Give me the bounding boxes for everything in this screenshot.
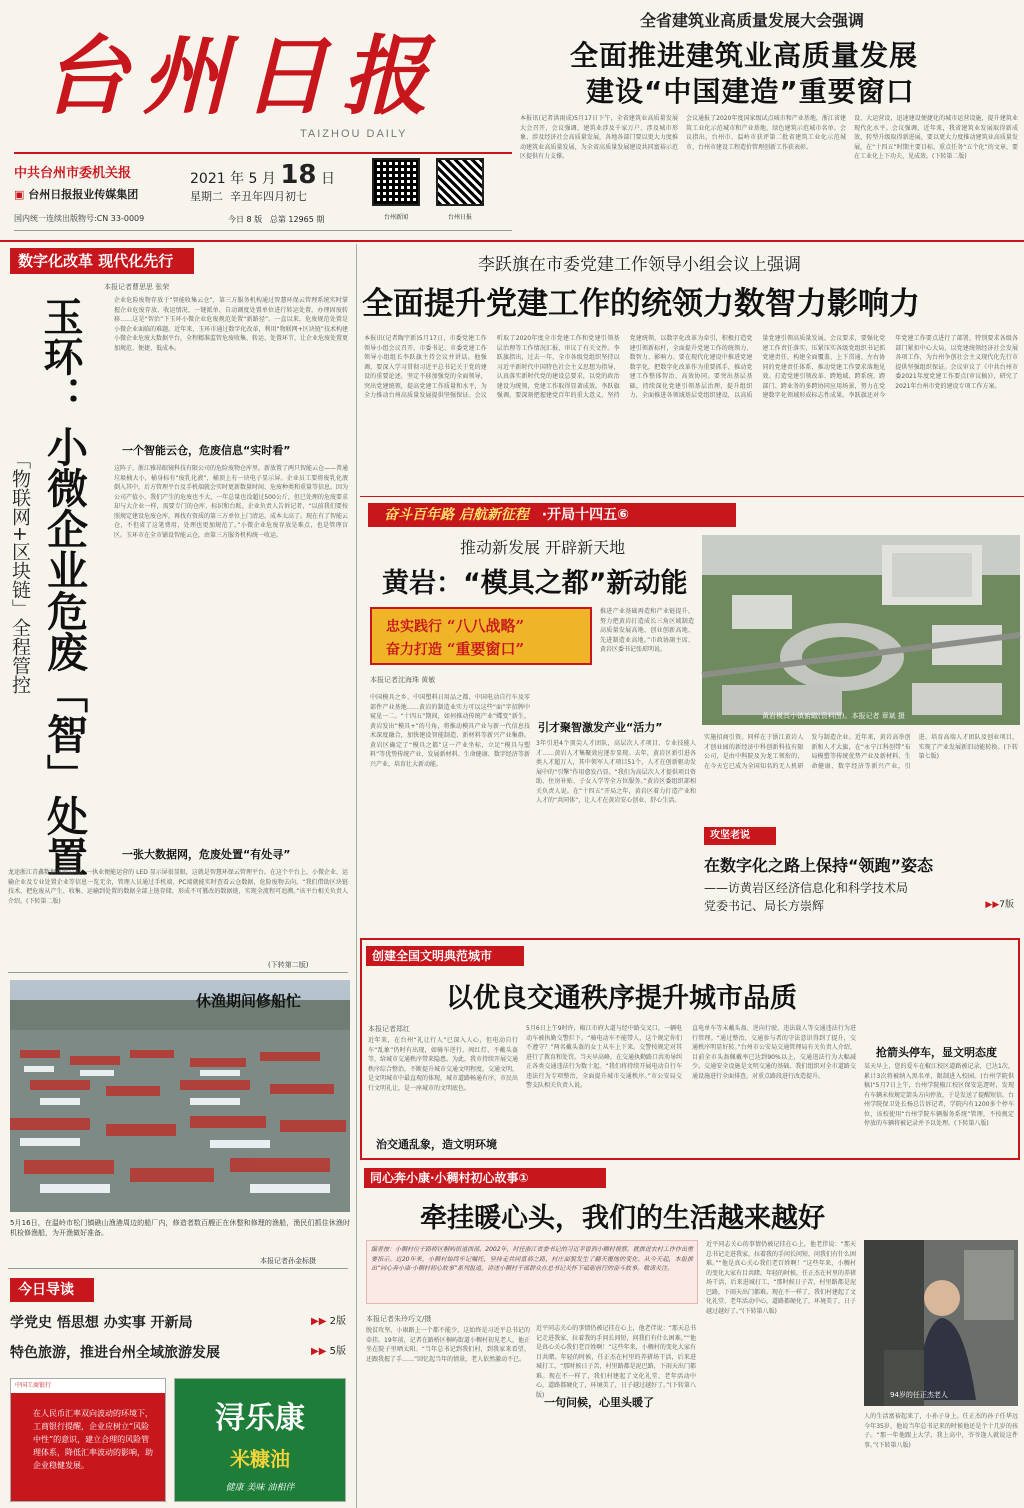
- vertical-headline-1[interactable]: 玉环：: [37, 296, 83, 416]
- top-story-head1[interactable]: 全面推进建筑业高质量发展: [570, 39, 919, 72]
- huangyan-photo-caption: 黄岩模具小镇俯瞰(资料图)。本报记者 章斌 摄: [762, 712, 905, 720]
- masthead-weekday: 星期二 辛丑年四月初七: [190, 190, 307, 203]
- editor-note: 编者按：小稠村位于路桥区桐屿街道西部，2002年，时任浙江省委书记的习近平曾到小稠村视察，就推进农村工作作出重要指示。近20年来，小稠村始终牢记嘱托，坚持走共同富裕之路，村庄面貌发生了翻天覆地的变化。从今天起，本报推出“同心奔小康·小稠村初心故事”系列报道，讲述小稠村干部群众在总书记关怀下砥砺前行的奋斗故事。敬请关注。: [366, 1240, 698, 1304]
- second-kicker: 李跃旗在市委党建工作领导小组会议上强调: [478, 255, 801, 275]
- guide-title[interactable]: 今日导读: [10, 1278, 94, 1302]
- sidebar-headline[interactable]: 在数字化之路上保持“领跑”姿态: [704, 856, 934, 875]
- bank-ad[interactable]: [10, 1378, 166, 1502]
- photo-title: 休渔期间修船忙: [196, 992, 302, 1010]
- oil-ad[interactable]: [174, 1378, 346, 1502]
- photo-caption: 5月16日，在温岭市松门镇礁山渔港周边的船厂内，修造者数百艘正在休整和修理的渔船，渔民们抓住休渔时机检修渔船，为开渔做好准备。: [10, 1219, 350, 1237]
- elder-photo[interactable]: [864, 1240, 1018, 1406]
- sidebar-tag[interactable]: 攻坚老说: [704, 827, 776, 845]
- civic-byline: 本报记者郑红: [368, 1025, 410, 1033]
- top-story: [516, 0, 1024, 240]
- sidebar-sub-2: 党委书记、局长方崇辉 ▶▶7版: [704, 899, 1014, 913]
- story-byline: 本报记者朱玲巧文/摄: [366, 1315, 432, 1323]
- masthead-organ: 中共台州市委机关报: [14, 166, 132, 181]
- story-sub-1: 一句问候，心里头暖了: [544, 1396, 654, 1409]
- feature-text-2: 中国模具之乡、中国塑料日用品之都、中国电动自行车及零部件产业基地……黄岩的制造业实力可以这些“面”字招牌中窥见一二。“十四五”期间，如何推动传统产业“蝶变”新生，黄岩发出“模具+”的号角，将推动模具产业与新一代信息技术深度融合，加快建设智能制造、新材料等新兴产业集群。黄岩区确定了“模具之都”这一产业坐标，立足“模具与塑料”等优势传统产业，发展新材料、生命健康、数字经济等新兴产业，培育壮大新动能。: [370, 694, 530, 768]
- civic-section: [360, 938, 1020, 1160]
- huangyan-photo[interactable]: [702, 535, 1020, 725]
- feature-byline: 本报记者沈海珠 黄敏: [370, 676, 436, 684]
- photo-credit: 本报记者孙金标摄: [260, 1257, 316, 1265]
- feature-kicker: 推动新发展 开辟新天地: [460, 538, 626, 557]
- oil-ad-slogan: 健康 美味 油相伴: [225, 1483, 295, 1493]
- oil-ad-sub: 米糠油: [230, 1447, 290, 1471]
- story-text-1: 脱贫攻坚、小康路上一个都不能少，这始终是习近平总书记的牵挂。19年前，记者在路桥区桐屿街道小稠村初见老人，他正坐在院子里晒太阳。“当年总书记到我们村，到我家来看望，还跟我握了手……”回忆起当年的情景，老人依然激动不已。: [366, 1327, 530, 1363]
- civic-text-1b: 5月6日上午9时许，椒江市府大道与经中路交叉口，一辆电动车被执勤交警拦下。“骑电动车不能带人，这个规定你们不遵守？”两名戴头盔的女士从车上下来。交警按规定对其进行了教育和处罚。当天早高峰，在交通执勤路口共劝导纠正各类交通违法行为数十起。“我们将持续开展电动自行车违法行为专项整治，全面提升城市交通秩序。”市公安局交警支队相关负责人说。: [526, 1025, 683, 1089]
- story-text-2b: 近平同志关心的事情仍被记挂在心上，他老伴说：“那天总书记走进我家，拉着我的手问长问短，问我们有什么困难。”“他是真心关心我们老百姓啊！”这些年来，小稠村的变化大家有目共睹。年轻的时候，任正杰在村里的养猪场干活，后来进城打工，“那时候日子苦，村里路都是泥巴路，下雨天出门都难。现在不一样了，我们村建起了文化礼堂、老年活动中心，道路都硬化了，环境美了，日子越过越好了。”(下转第八版): [706, 1241, 857, 1315]
- top-story-kicker: 全省建筑业高质量发展大会强调: [640, 11, 865, 30]
- civic-banner[interactable]: 创建全国文明典范城市: [366, 946, 524, 966]
- left-continued: (下转第二版): [268, 961, 309, 969]
- harbor-photo[interactable]: [10, 980, 350, 1212]
- top-story-col3: 设、大运营设，迅速建设便捷化的城市运营设施，提升建筑业现代化水平。会议强调，近年来，我省建筑业发展取得新成效，转型升级取得新进展，要以更大力度推动建筑业高质量发展，在“十四五”时期主要目标、重点任务“五个化”的文章，要在工业化上下功夫、见成效。(下转第二版): [854, 115, 1018, 160]
- story-headline[interactable]: 牵挂暖心头，我们的生活越来越好: [420, 1203, 825, 1234]
- civic-text-3: 某天早上，您的爱车在椒江校区道路被记录，已达1次，累计3次将被纳入黑名单，限制进入校园。(台州学院供稿)“5月7日上午，台州学院椒江校区保安巡逻时，发现有车辆未按规定箭头方向停放，于是发送了提醒短信。台州学院保卫处长杨总告诉记者，学院内有1200多个停车位，该校使用“台州学院车辆服务系统”管理，不按规定停放的车辆将被记录并予以处理。(下转第八版): [864, 1063, 1015, 1127]
- story-banner[interactable]: 同心奔小康·小稠村初心故事①: [364, 1168, 606, 1188]
- top-story-col2: 会议通报了2020年度国家级试点城市和产业基地，浙江省建筑工业化示范城市和产业基地，绿色建筑示范城市名单。会议指出，台州市、温岭市获评第二批省建筑工业化示范城市，台州市建设工程造价管理创新工作获表彰。: [686, 115, 846, 151]
- feature-banner[interactable]: 奋斗百年路 启航新征程 ·开局十四五⑥: [368, 503, 736, 527]
- feature-sub-1: 引才聚智激发产业“活力”: [538, 721, 663, 734]
- left-sub-2: 一张大数据网，危废处置“有处寻”: [122, 848, 291, 861]
- left-text-2: 这阵子，浙江雅昂眼镜科技有限公司的危险废物仓库里，新放置了两只智能云仓——普通垃圾桶大小，桶身标有“废乳化液”，桶顶上有一块电子显示屏。企业员工要将废乳化液倒入其中，后方管理平台及手机端就会实时更新数量时间、危废种类和重量等信息。因为公司产值小，我们产生的危废也不大，一年总量也没超过500公斤，但已处理的危废要求却与大企业一样，需要专门的仓库、标识和台账。企业负责人告诉记者，“以前我们要按照规定建设危废仓库，再找有资质的第三方单位上门清运，成本太高了。现在有了智能云仓，不但省了这笔费用，处理也更加规范了。”小微企业危废存放是难点，也是管理盲区。玉环市在全市铺设智能云仓，由第三方服务机构统一收运。: [114, 465, 349, 539]
- bank-ad-top: 中国工商银行: [11, 1379, 165, 1393]
- civic-sub-1: 治交通乱象，造文明环境: [376, 1138, 497, 1151]
- masthead-logo: 台州日报: [42, 26, 442, 127]
- civic-headline[interactable]: 以优良交通秩序提升城市品质: [446, 983, 797, 1014]
- bank-ad-text: 在人民币汇率双向波动的环境下，工商银行提醒，企业应树立“风险中性”的意识，建立合理的风险管理体系，降低汇率波动的影响，助企业稳健发展。: [33, 1409, 153, 1470]
- left-column: [0, 244, 354, 1508]
- left-byline: 本报记者曹思思 张荣: [104, 283, 170, 291]
- masthead-pinyin: TAIZHOU DAILY: [300, 128, 408, 140]
- masthead-group: ▣ 台州日报报业传媒集团: [14, 188, 139, 201]
- oil-ad-title: 浔乐康: [215, 1401, 305, 1436]
- second-text: 本报讯(记者陶宇新)5月17日，市委党建工作领导小组会议召开。市委书记、市委党建工作领导小组组长李跃旗主持会议并讲话。他强调，要深入学习贯彻习近平总书记关于党的建设的重要论述，坚定不移加强党的全面领导，突出党建统领，提高党建工作质量和水平，为全力推动台州高质量发展提供坚强保证。会议听取了2020年度全市党建工作和党建引领基层治理等工作情况汇报，审议了有关文件。李跃旗指出，过去一年，全市各级党组织坚持以习近平新时代中国特色社会主义思想为指导，认真落实新时代党的建设总要求，以党的政治建设为统领，党建工作取得显著成效。李跃旗强调，要深刻把握建党百年的重大意义，坚持党建统领，以数字化改革为牵引，积极打造党建引领新标杆，全面提升党建工作的统领力、数智力、影响力。要在现代化建设中推进党建数字化，把数字化改革作为重要抓手，推动党建工作整体智治、高效协同。要突出基层基础，持续深化党建引领基层治理，提升组织力，全面推进各领域基层党组织建设，以高质量党建引领高质量发展。会议要求，要强化党建工作责任落实，压紧压实各级党组织书记抓党建责任，构建全面覆盖、上下贯通、左右协同的党建责任体系，推动党建工作要求落地见效。打造党建引领改革、跨地域、跨系统、跨部门、跨业务的多跨协同应用场景，努力在党建数字化领域形成标志性成果。李跃旗还对今年党建工作要点进行了部署，特别要求各级各部门紧扣中心大局，以党建统领经济社会发展各项工作，为台州争创社会主义现代化先行市提供坚强组织保证。会议审议了《中共台州市委2021年度党建工作要点(审议稿)》，研究了2021年台州市党的建设专项工作方案。: [364, 335, 1018, 399]
- elder-photo-caption: 94岁的任正杰老人: [890, 1391, 948, 1399]
- civic-text-2: 直电单车等未戴头盔、逆向行驶、违法载人等交通违法行为进行管理。“通过整治，交通参与者的守法意识得到了提升，交通秩序明显好转。”台州市公安局交通管理局有关负责人介绍，目前全市头盔佩戴率已达到90%以上，交通违法行为大幅减少。交通安全设施是文明交通的基础。我们组织对全市道路交通设施进行全面排查，对重点路段进行改造提升。: [692, 1025, 856, 1080]
- story-text-3: 人的生活富裕起来了，小孙子身上。任正杰的孙子任华远今年35岁，他说当年总书记来的时候他还是个十几岁的孩子。“那一年他跟上大学，我上高中，爷爷逢人就说这件事。”(下转第八版): [864, 1413, 1018, 1449]
- feature-headline[interactable]: 黄岩：“模具之都”新动能: [382, 568, 688, 599]
- left-text-4: 龙途浙江青鑫数据有限公司，一执业便能运营的 LED 显示屏很显眼，这就是智慧环保云管理平台。在这个平台上，小微企业、运输企业及专业处置企业等信息一览无余，管理人员通过手机端、PC端就能实时查看云仓数据，危险废物去向。“我们借助区块链技术，把危废从产生、收集、运输到处置的数据全部上链存储，形成不可篡改的数据链，实现全流程可追溯。”该平台相关负责人介绍。(下转第二版): [8, 869, 348, 905]
- left-sub-1: 一个智能云仓，危废信息“实时看”: [122, 444, 291, 457]
- promo-box[interactable]: 忠实践行 “八八战略” 奋力打造 “重要窗口”: [370, 607, 592, 665]
- second-story: [360, 244, 1024, 496]
- qr-code-news[interactable]: [372, 158, 420, 206]
- huangyan-photo-image: [702, 535, 1020, 725]
- left-text-1: 企业危险废物存放于“智能收集云仓”，第三方服务机构通过智慧环保云管理系统实时掌握企业危废存放、收运情况，一键派单、自动调度处置单位进行转运处置，办理固废转移……这是“智治”下玉环小微企业危废规范处置“新路径”。一直以来，危废规范处置是小微企业面临的难题。近年来，玉环市通过数字化改革，利用“物联网+区块链”技术构建小微企业危废大数据平台，全程精准监管危废收集、转运、处置环节，让企业危废处置更加规范、便捷、低成本。: [114, 297, 349, 352]
- story-text-2: 近平同志关心的事情仍被记挂在心上，他老伴说：“那天总书记走进我家，拉着我的手问长问短，问我们有什么困难。”“他是真心关心我们老百姓啊！”这些年来，小稠村的变化大家有目共睹。年轻的时候，任正杰在村里的养猪场干活，后来进城打工，“那时候日子苦，村里路都是泥巴路，下雨天出门都难。现在不一样了，我们村建起了文化礼堂、老年活动中心，道路都硬化了，环境美了，日子越过越好了。”(下转第八版): [536, 1325, 696, 1399]
- arrow-icon: ▶▶: [985, 900, 1000, 910]
- top-story-col1: 本报讯(记者洪雨成)5月17日下午，全省建筑业高质量发展大会召开，会议强调，建筑业涉及千家万户、涉及城市形象、涉及经济社会高质量发展，各地各部门要以更大力度推动建筑业高质量发展，为全省高质量发展建设共同富裕示范区提供有力支撑。: [520, 115, 678, 160]
- feature-text-4: 实施招商引资。同样在于浙江黄岩人才创业园的新经济中科创新科技有限公司，是由中科院及为龙工领衔的，在今天它已成为全国知名的无人机研发与制造企业。近年来，黄岩高举创新和人才大旗，在“永宁江科创带”布局模塑等传统优势产业及新材料、生命健康、数字经济等新兴产业，引进、培育高端人才团队及创业项目，实现了产业发展新旧动能转换。(下转第七版): [704, 734, 1018, 770]
- top-story-head2[interactable]: 建设“中国建造”重要窗口: [586, 75, 915, 108]
- elder-photo-image: [864, 1240, 1018, 1406]
- second-headline[interactable]: 全面提升党建工作的统领力数智力影响力: [362, 286, 920, 322]
- civic-text-1: 近年来，在台州“礼让行人”已深入人心，但电动自行车“乱象”仍时有出现，如骑车逆行、闯红灯、不戴头盔等，给城市交通秩序带来隐患。为此，我市持续开展交通秩序综合整治，不断提升城市交通文明程度。交通文明，是文明城市中最直观的体现。城市道路畅通有序，市民出行文明礼让，是一座城市的文明底色。: [368, 1037, 519, 1092]
- masthead-cn: 国内统一连续出版物号:CN 33-0009: [14, 214, 145, 223]
- story-section: [360, 1164, 1024, 1508]
- feature-text-1: 推进产业基础再造和产业链提升，努力把黄岩打造成长三角区域制造高质量发展高地、创业创新高地、先进制造业高地。”市政协副主席、黄岩区委书记张琼明说。: [600, 608, 694, 653]
- qr-code-daily[interactable]: [436, 158, 484, 206]
- masthead-date: 2021 年 5 月 18 日: [190, 160, 335, 190]
- guide-row-2[interactable]: 特色旅游，推进台州全域旅游发展 ▶▶ 5版: [10, 1345, 346, 1361]
- qr2-label: 台州日报: [447, 214, 472, 221]
- civic-sub-2: 抢箭头停车，显文明态度: [876, 1046, 997, 1059]
- arrow-icon: ▶▶: [311, 1316, 327, 1327]
- vertical-subhead: 「物联网+区块链」全程管控: [9, 450, 31, 694]
- masthead-pages: 今日 8 版 总第 12965 期: [228, 215, 325, 224]
- harbor-photo-image: [10, 980, 350, 1212]
- guide-row-1[interactable]: 学党史 悟思想 办实事 开新局 ▶▶ 2版: [10, 1315, 346, 1331]
- arrow-icon: ▶▶: [311, 1346, 327, 1357]
- feature-text-3: 3年引进4个顶尖人才团队，高层次人才项目、专业技能人才……黄岩人才集聚效应逐步显现。去年，黄岩区新引进各类人才超万人，其中领军人才项目51个，人才在创新驱动发展中的“引擎”作用愈发凸显。“我们为高层次人才提供项目资助、住房补贴、子女入学等全方位服务。”黄岩区委组织部相关负责人说。在“十四五”开局之年，黄岩区着力打造产业和人才的“共同体”，让人才在黄岩安心创业、舒心生活。: [536, 740, 696, 804]
- group-logo-icon: ▣: [14, 188, 25, 201]
- qr1-label: 台州新闻: [383, 214, 408, 221]
- feature-section: [360, 496, 1024, 936]
- vertical-headline-2[interactable]: 小微企业危废「智」处置: [40, 426, 88, 877]
- left-banner[interactable]: 数字化改革 现代化先行: [10, 248, 194, 274]
- sidebar-sub-1: ——访黄岩区经济信息化和科学技术局: [704, 881, 909, 895]
